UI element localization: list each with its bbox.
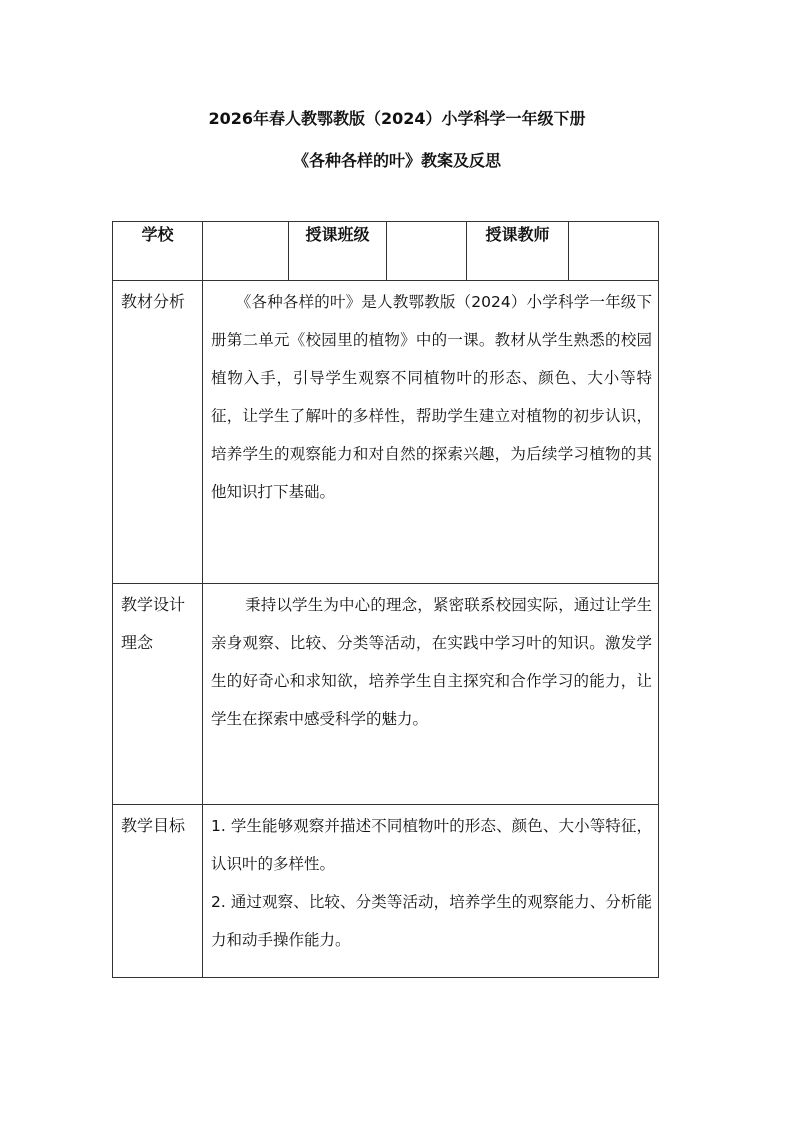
row-content-design-concept [203,584,659,805]
table-header-row [113,222,659,281]
row-content-teaching-objectives [203,805,659,978]
table-row [113,584,659,805]
row-label-teaching-objectives: 教学目标 [113,805,203,978]
objective-item-2: 2. 通过观察、比较、分类等活动，培养学生的观察能力、分析能力和动手操作能力。 [211,893,652,949]
lesson-plan-table [112,221,659,978]
row-label-design-concept: 教学设计理念 [113,584,203,805]
school-label: 学校 [113,222,203,281]
teacher-value-cell[interactable] [569,222,659,281]
document-subtitle: 《各种各样的叶》教案及反思 [292,151,501,170]
class-value-cell[interactable] [387,222,467,281]
material-analysis-text: 《各种各样的叶》是人教鄂教版（2024）小学科学一年级下册第二单元《校园里的植物》中的一课。教材从学生熟悉的校园植物入手，引导学生观察不同植物叶的形态、颜色、大小等特征，让学生了解叶的多样性，帮助学生建立对植物的初步认识，培养学生的观察能力和对自然的探索兴趣，为后续学习植物的其他知识打下基础。 [211,293,652,501]
row-content-material-analysis [203,281,659,584]
class-label: 授课班级 [289,222,387,281]
table-row [113,805,659,978]
teacher-label: 授课教师 [467,222,569,281]
document-title: 2026年春人教鄂教版（2024）小学科学一年级下册 [208,109,586,128]
design-concept-text: 秉持以学生为中心的理念，紧密联系校园实际，通过让学生亲身观察、比较、分类等活动，在实践中学习叶的知识。激发学生的好奇心和求知欲，培养学生自主探究和合作学习的能力，让学生在探索中感受科学的魅力。 [211,596,652,728]
school-value-cell[interactable] [203,222,289,281]
objective-item-1: 1. 学生能够观察并描述不同植物叶的形态、颜色、大小等特征，认识叶的多样性。 [211,817,652,873]
row-label-material-analysis: 教材分析 [113,281,203,584]
table-row [113,281,659,584]
